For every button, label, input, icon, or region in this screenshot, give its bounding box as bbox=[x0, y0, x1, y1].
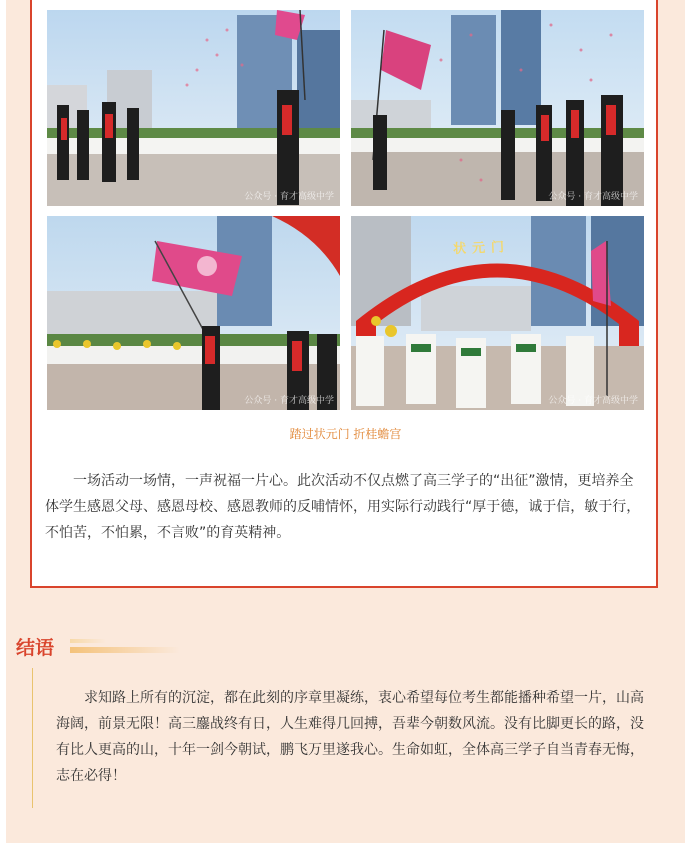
side-line bbox=[32, 668, 33, 808]
section-title: 结语 bbox=[16, 637, 55, 659]
photo-4 bbox=[351, 216, 644, 410]
photo-watermark: 公众号 · 育才高级中学 bbox=[548, 396, 638, 406]
photo-watermark: 公众号 · 育才高级中学 bbox=[548, 192, 638, 202]
title-underline bbox=[70, 647, 180, 653]
title-decoration bbox=[70, 639, 106, 643]
photo-watermark: 公众号 · 育才高级中学 bbox=[244, 396, 334, 406]
photo-2 bbox=[351, 10, 644, 206]
photo-1 bbox=[47, 10, 340, 206]
photo-caption: 踏过状元门 折桂蟾宫 bbox=[289, 427, 402, 441]
conclusion-paragraph: 求知路上所有的沉淀，都在此刻的序章里凝练，衷心希望每位考生都能播种希望一片，山高海阔，前景无限！高三鏖战终有日，人生难得几回搏，吾辈今朝数风流。没有比脚更长的路，没有比人更高的山，十年一剑今朝试，鹏飞万里遂我心。生命如虹，全体高三学子自当青春无悔，志在必得！ bbox=[56, 690, 644, 784]
photo-watermark: 公众号 · 育才高级中学 bbox=[244, 192, 334, 202]
photo-3 bbox=[47, 216, 340, 410]
body-paragraph: 一场活动一场情，一声祝福一片心。此次活动不仅点燃了高三学子的“出征”激情，更培养全体学生感恩父母、感恩母校、感恩教师的反哺情怀，用实际行动践行“厚于德，诚于信，敏于行，不怕苦，不怕累，不言败”的育英精神。 bbox=[45, 473, 641, 541]
arch-text: 状元门 bbox=[452, 240, 511, 257]
